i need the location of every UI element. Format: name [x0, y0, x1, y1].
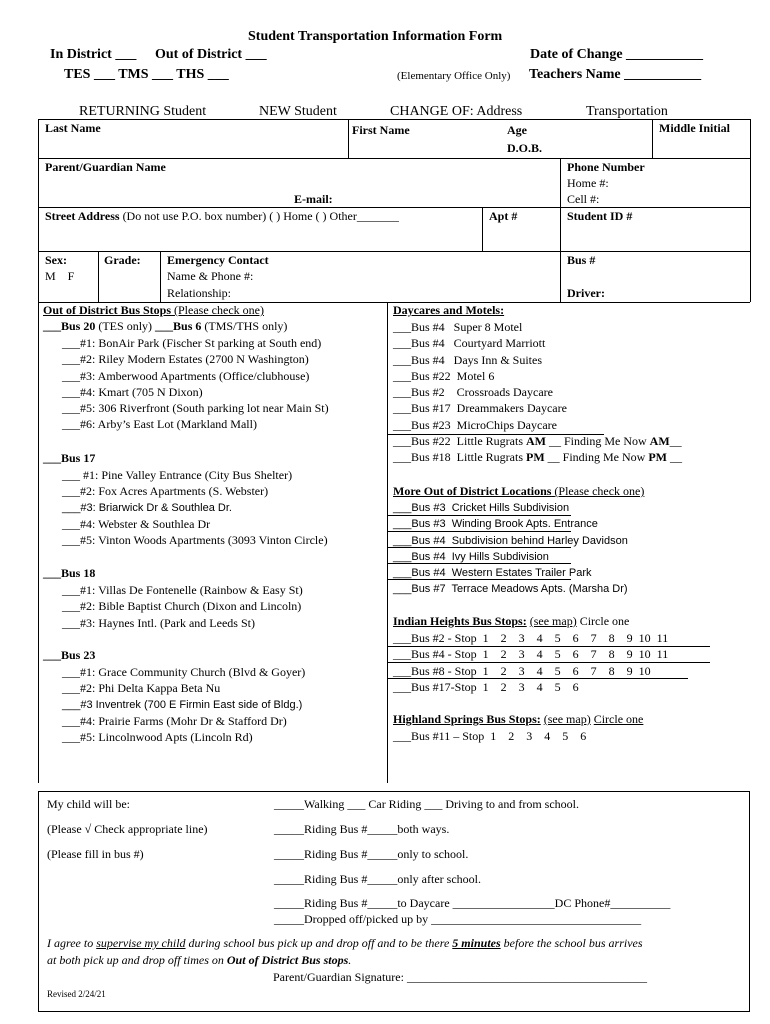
- list-item[interactable]: ___#2: Phi Delta Kappa Beta Nu: [62, 681, 221, 696]
- list-item[interactable]: ___#2: Fox Acres Apartments (S. Webster): [62, 484, 269, 499]
- list-item[interactable]: ___#2: Riley Modern Estates (2700 N Washington): [62, 352, 309, 367]
- sex-options[interactable]: M F: [45, 269, 75, 283]
- student-id-label: Student ID #: [567, 209, 633, 223]
- bus23-heading[interactable]: ___Bus 23: [43, 648, 96, 662]
- age-label: Age: [507, 123, 527, 137]
- driver-label: Driver:: [567, 286, 605, 300]
- relationship-label: Relationship:: [167, 286, 231, 300]
- list-item[interactable]: ___#1: Villas De Fontenelle (Rainbow & Easy St): [62, 583, 303, 597]
- list-item[interactable]: ___#1: BonAir Park (Fischer St parking at South end): [62, 336, 322, 350]
- highland-springs-heading: Highland Springs Bus Stops: (see map) Circle one: [393, 712, 644, 726]
- list-item[interactable]: ___Bus #4 Super 8 Motel: [393, 320, 523, 334]
- list-item[interactable]: ___Bus #4 - Stop 1 2 3 4 5 6 7 8 9 10 11: [393, 647, 669, 662]
- bus-to-school-option[interactable]: _____Riding Bus #_____only to school.: [274, 847, 469, 861]
- child-will-be-label: My child will be:: [47, 797, 130, 811]
- new-student-option[interactable]: NEW Student: [259, 104, 337, 119]
- list-item[interactable]: ___#2: Bible Baptist Church (Dixon and Lincoln): [62, 599, 302, 614]
- list-item[interactable]: ___#3: Haynes Intl. (Park and Leeds St): [62, 615, 255, 630]
- signature-field[interactable]: Parent/Guardian Signature: ________________________________________: [273, 970, 647, 984]
- form-title: Student Transportation Information Form: [248, 29, 503, 44]
- list-item[interactable]: ___#5: Lincolnwood Apts (Lincoln Rd): [62, 730, 253, 745]
- bus23-stops: [62, 664, 305, 745]
- bus17-stops: [62, 467, 328, 548]
- list-item[interactable]: ___#6: Arby’s East Lot (Markland Mall): [62, 417, 257, 432]
- list-item[interactable]: ___Bus #4 Western Estates Trailer Park: [393, 567, 592, 580]
- bus17-heading[interactable]: ___Bus 17: [43, 451, 96, 465]
- school-fields[interactable]: TES ___ TMS ___ THS ___: [64, 67, 229, 82]
- fill-in-note: (Please fill in bus #): [47, 847, 144, 861]
- out-district-field[interactable]: Out of District ___: [155, 47, 267, 62]
- cell-phone-label: Cell #:: [567, 192, 600, 206]
- list-item[interactable]: ___Bus #4 Ivy Hills Subdivision: [393, 550, 549, 563]
- bus20-stops: [62, 335, 329, 433]
- grade-label: Grade:: [104, 253, 141, 267]
- bus18-heading[interactable]: ___Bus 18: [43, 566, 96, 580]
- daycares-heading: Daycares and Motels:: [393, 303, 505, 317]
- list-item[interactable]: ___ #1: Pine Valley Entrance (City Bus Shelter): [62, 468, 293, 482]
- indian-heights-heading: Indian Heights Bus Stops: (see map) Circle one: [393, 614, 630, 628]
- parent-guardian-label: Parent/Guardian Name: [45, 160, 166, 174]
- list-item[interactable]: ___#5: Vinton Woods Apartments (3093 Vinton Circle): [62, 533, 328, 548]
- list-item[interactable]: ___#3 Inventrek (700 E Firmin East side of Bldg.): [62, 698, 303, 711]
- more-locations-heading: More Out of District Locations (Please check one): [393, 484, 645, 498]
- list-item[interactable]: ___Bus #8 - Stop 1 2 3 4 5 6 7 8 9 10: [393, 663, 651, 678]
- list-item[interactable]: ___Bus #22 Little Rugrats AM __ Finding Me Now AM__: [393, 434, 682, 449]
- list-item[interactable]: ___#4: Prairie Farms (Mohr Dr & Stafford Dr): [62, 713, 287, 728]
- list-item[interactable]: ___#5: 306 Riverfront (South parking lot near Main St): [62, 401, 329, 416]
- dob-label: D.O.B.: [507, 141, 543, 155]
- name-phone-label: Name & Phone #:: [167, 269, 254, 283]
- bus-to-daycare-option[interactable]: _____Riding Bus #_____to Daycare _________________DC Phone#__________: [274, 896, 671, 910]
- list-item[interactable]: ___Bus #4 Days Inn & Suites: [393, 352, 543, 367]
- change-of-address-option[interactable]: CHANGE OF: Address: [390, 104, 523, 119]
- list-item[interactable]: ___Bus #17-Stop 1 2 3 4 5 6: [393, 679, 579, 694]
- elementary-office-note: (Elementary Office Only): [397, 70, 511, 82]
- email-label: E-mail:: [294, 192, 333, 206]
- street-address-label: Street Address (Do not use P.O. box number) ( ) Home ( ) Other_______: [45, 209, 399, 223]
- bus-both-ways-option[interactable]: _____Riding Bus #_____both ways.: [274, 822, 450, 836]
- list-item[interactable]: ___Bus #17 Dreammakers Daycare: [393, 401, 567, 416]
- phone-number-label: Phone Number: [567, 160, 645, 174]
- list-item[interactable]: ___#4: Webster & Southlea Dr: [62, 516, 211, 531]
- list-item[interactable]: ___Bus #23 MicroChips Daycare: [393, 417, 557, 432]
- date-of-change-field[interactable]: Date of Change ___________: [530, 47, 704, 62]
- list-item[interactable]: ___Bus #4 Courtyard Marriott: [393, 336, 546, 351]
- middle-initial-label: Middle Initial: [659, 121, 731, 135]
- highland-springs-item[interactable]: ___Bus #11 – Stop 1 2 3 4 5 6: [393, 729, 587, 743]
- out-of-district-heading: Out of District Bus Stops (Please check one): [43, 303, 264, 317]
- home-phone-label: Home #:: [567, 176, 609, 190]
- walking-option[interactable]: _____Walking ___ Car Riding ___ Driving to and from school.: [274, 797, 580, 811]
- emergency-contact-label: Emergency Contact: [167, 253, 269, 267]
- bus-number-label: Bus #: [567, 253, 596, 267]
- daycares-list: [393, 319, 682, 466]
- last-name-label: Last Name: [45, 121, 101, 135]
- list-item[interactable]: ___#4: Kmart (705 N Dixon): [62, 384, 203, 399]
- list-item[interactable]: ___Bus #3 Winding Brook Apts. Entrance: [393, 518, 598, 531]
- dropped-off-option[interactable]: _____Dropped off/picked up by ___________________________________: [274, 912, 642, 926]
- list-item[interactable]: ___Bus #22 Motel 6: [393, 368, 495, 383]
- list-item[interactable]: ___#1: Grace Community Church (Blvd & Goyer): [62, 665, 306, 679]
- list-item[interactable]: ___#3: Amberwood Apartments (Office/clubhouse): [62, 368, 310, 383]
- list-item[interactable]: ___Bus #4 Subdivision behind Harley Davidson: [393, 534, 628, 547]
- check-line-note: (Please √ Check appropriate line): [47, 822, 208, 836]
- list-item[interactable]: ___#3: Briarwick Dr & Southlea Dr.: [62, 501, 232, 514]
- apt-label: Apt #: [489, 209, 518, 223]
- list-item[interactable]: ___Bus #2 - Stop 1 2 3 4 5 6 7 8 9 10 11: [393, 631, 669, 645]
- agreement-line-1: I agree to supervise my child during school bus pick up and drop off and to be there 5 minutes before the school bus arrives: [47, 936, 643, 950]
- list-item[interactable]: ___Bus #7 Terrace Meadows Apts. (Marsha Dr): [393, 583, 628, 596]
- sex-label: Sex:: [45, 253, 67, 267]
- bus-after-school-option[interactable]: _____Riding Bus #_____only after school.: [274, 872, 481, 886]
- bus20-bus6-line[interactable]: ___Bus 20 (TES only) ___Bus 6 (TMS/THS only): [43, 319, 288, 333]
- list-item[interactable]: ___Bus #18 Little Rugrats PM __ Finding Me Now PM __: [393, 450, 682, 465]
- list-item[interactable]: ___Bus #2 Crossroads Daycare: [393, 385, 553, 400]
- agreement-line-2: at both pick up and drop off times on Out of District Bus stops.: [47, 953, 352, 967]
- teachers-name-field[interactable]: Teachers Name ___________: [529, 67, 702, 82]
- transportation-option[interactable]: Transportation: [586, 104, 668, 119]
- list-item[interactable]: ___Bus #3 Cricket Hills Subdivision: [393, 502, 570, 514]
- revised-date: Revised 2/24/21: [47, 989, 106, 999]
- returning-student-option[interactable]: RETURNING Student: [79, 104, 207, 119]
- bus18-stops: [62, 582, 303, 631]
- first-name-label: First Name: [352, 123, 410, 137]
- in-district-field[interactable]: In District ___: [50, 47, 137, 62]
